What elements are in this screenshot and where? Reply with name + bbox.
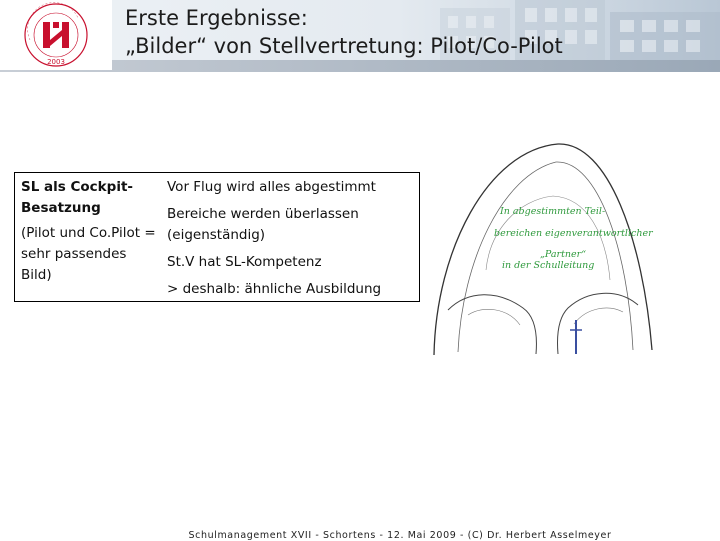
university-logo bbox=[0, 0, 112, 70]
metaphor-heading: SL als Cockpit-Besatzung bbox=[21, 179, 134, 216]
result-line-2: Bereiche werden überlassen (eigenständig) bbox=[167, 206, 359, 243]
slide-header bbox=[0, 0, 720, 72]
content-table bbox=[14, 172, 420, 302]
slide-title-line2: „Bilder“ von Stellvertretung: Pilot/Co-Pilot bbox=[125, 34, 563, 58]
table-left-cell bbox=[21, 177, 161, 286]
handwriting-line-2: bereichen eigenverantwortlicher bbox=[494, 228, 653, 239]
result-line-3: St.V hat SL-Kompetenz bbox=[167, 254, 322, 270]
result-line-4: > deshalb: ähnliche Ausbildung bbox=[167, 281, 382, 297]
svg-text:2003: 2003 bbox=[47, 58, 65, 66]
result-line-1: Vor Flug wird alles abgestimmt bbox=[167, 179, 376, 195]
handwriting-line-3: „Partner“ bbox=[540, 249, 587, 260]
slide-footer: Schulmanagement XVII - Schortens - 12. Mai 2009 - (C) Dr. Herbert Asselmeyer bbox=[188, 530, 612, 541]
metaphor-note: (Pilot und Co.Pilot = sehr passendes Bild) bbox=[21, 225, 156, 283]
handwriting-line-4: in der Schulleitung bbox=[502, 260, 595, 271]
slide-title-line1: Erste Ergebnisse: bbox=[125, 6, 308, 30]
handwriting-line-1: In abgestimmten Teil- bbox=[500, 206, 606, 217]
university-seal-icon bbox=[0, 0, 112, 70]
table-right-cell bbox=[167, 177, 417, 300]
cockpit-sketch-image bbox=[428, 140, 658, 360]
